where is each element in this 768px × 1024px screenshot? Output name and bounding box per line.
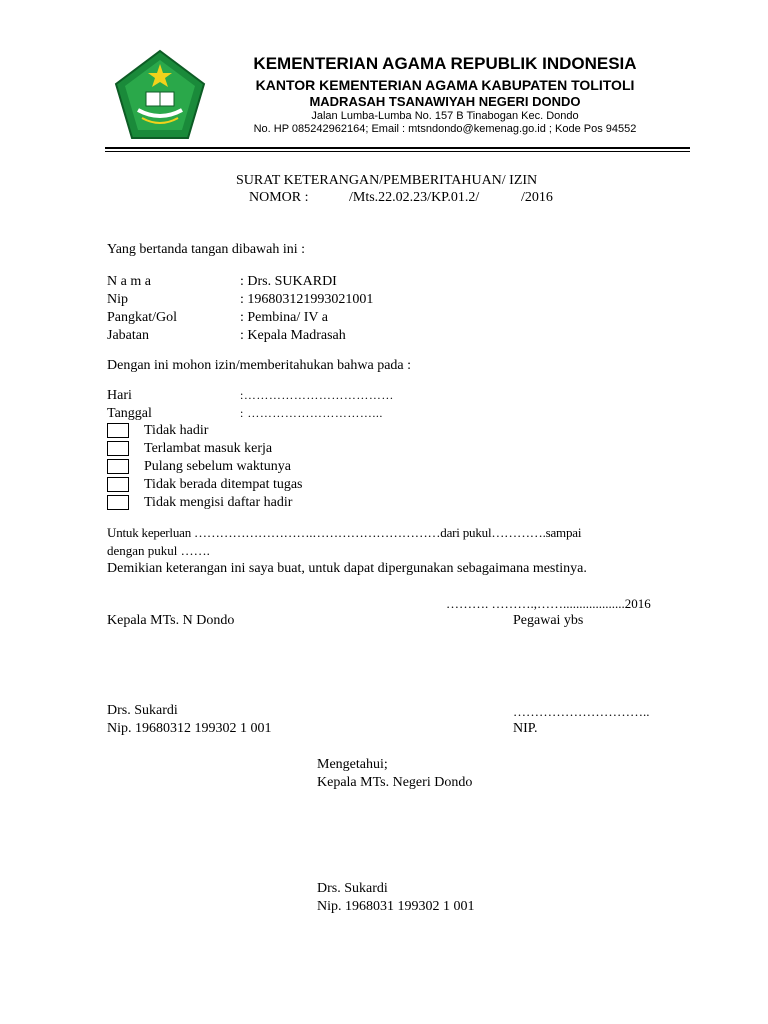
ack-name: Drs. Sukardi [317, 881, 388, 896]
sign-left-nip: Nip. 19680312 199302 1 001 [107, 721, 272, 736]
identity-position-value: : Kepala Madrasah [240, 328, 346, 343]
hari-field: :……………………………… [240, 388, 394, 402]
option-pulang-awal[interactable] [107, 459, 291, 475]
option-label: Tidak hadir [144, 423, 209, 438]
option-terlambat[interactable] [107, 441, 272, 457]
option-label: Tidak mengisi daftar hadir [144, 495, 293, 510]
checkbox[interactable] [107, 459, 129, 474]
option-label: Pulang sebelum waktunya [144, 459, 291, 474]
sign-left-title: Kepala MTs. N Dondo [107, 613, 235, 628]
identity-name-value: : Drs. SUKARDI [240, 274, 337, 289]
nomor-label: NOMOR : [249, 190, 309, 205]
identity-position-label: Jabatan [107, 328, 149, 343]
closing-text: Demikian keterangan ini saya buat, untuk dapat dipergunakan sebagaimana mestinya. [107, 561, 587, 576]
identity-nip-label: Nip [107, 292, 128, 307]
identity-rank-value: : Pembina/ IV a [240, 310, 329, 325]
nomor-year: /2016 [521, 190, 553, 205]
ack-nip: Nip. 1968031 199302 1 001 [317, 899, 475, 914]
header-rule-thin [105, 151, 690, 152]
option-tidak-absen[interactable] [107, 495, 292, 511]
identity-name-label: N a m a [107, 274, 151, 289]
identity-nip-value: : 196803121993021001 [240, 292, 374, 307]
checkbox[interactable] [107, 441, 129, 456]
header-ministry: KEMENTERIAN AGAMA REPUBLIK INDONESIA [253, 54, 637, 73]
ack-title: Kepala MTs. Negeri Dondo [317, 775, 473, 790]
sign-left-name: Drs. Sukardi [107, 703, 178, 718]
header-office: KANTOR KEMENTERIAN AGAMA KABUPATEN TOLITOLI [255, 77, 635, 93]
checkbox[interactable] [107, 477, 129, 492]
header-address: Jalan Lumba-Lumba No. 157 B Tinabogan Kec. Dondo [311, 110, 579, 122]
purpose-line-1: Untuk keperluan ……………………….…………………………dari pukul………….sampai [107, 525, 582, 540]
sign-right-title: Pegawai ybs [513, 613, 584, 628]
header-rule-thick [105, 147, 690, 149]
tanggal-field: : …………………………... [240, 406, 383, 420]
option-tidak-hadir[interactable] [107, 423, 208, 439]
checkbox[interactable] [107, 423, 129, 438]
ministry-logo-icon [112, 48, 208, 144]
option-label: Tidak berada ditempat tugas [144, 477, 303, 492]
intro-text: Yang bertanda tangan dibawah ini : [107, 242, 306, 257]
hari-label: Hari [107, 388, 132, 403]
sign-right-name-field: ………………………….. [513, 704, 650, 719]
letter-title: SURAT KETERANGAN/PEMBERITAHUAN/ IZIN [236, 173, 538, 188]
purpose-line-2: dengan pukul ……. [107, 543, 210, 558]
option-tidak-ditempat[interactable] [107, 477, 303, 493]
date-line: ………. ……….,……...................2016 [446, 596, 651, 611]
request-text: Dengan ini mohon izin/memberitahukan bahwa pada : [107, 358, 412, 373]
ack-label: Mengetahui; [317, 757, 388, 772]
header-school: MADRASAH TSANAWIYAH NEGERI DONDO [309, 94, 581, 109]
nomor-value: /Mts.22.02.23/KP.01.2/ [349, 190, 480, 205]
option-label: Terlambat masuk kerja [144, 441, 273, 456]
sign-right-nip: NIP. [513, 721, 538, 736]
tanggal-label: Tanggal [107, 406, 152, 421]
header-contact: No. HP 085242962164; Email : mtsndondo@kemenag.go.id ; Kode Pos 94552 [253, 123, 637, 135]
identity-rank-label: Pangkat/Gol [107, 310, 177, 325]
checkbox[interactable] [107, 495, 129, 510]
